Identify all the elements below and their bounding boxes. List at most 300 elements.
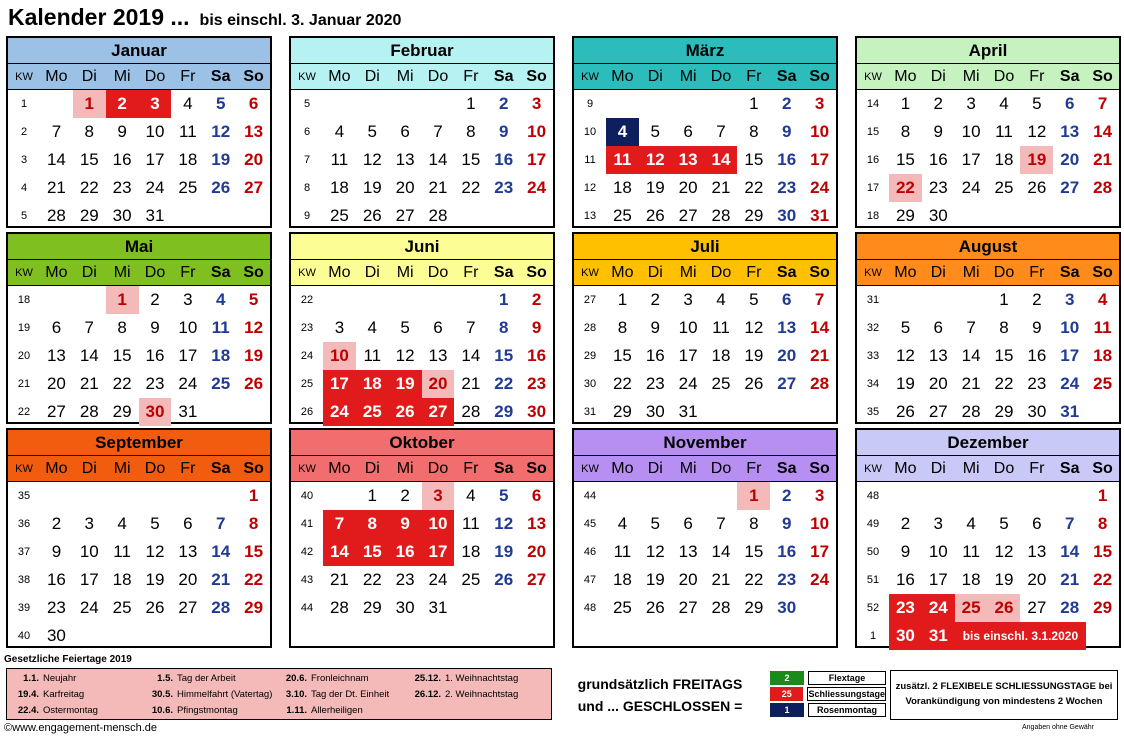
day-cell: 18 (178, 150, 198, 169)
key-swatch: 1 (770, 703, 804, 717)
month-august (855, 232, 1121, 424)
week-number: 2 (20, 126, 28, 138)
day-cell: 22 (889, 174, 922, 202)
week-row (857, 510, 1119, 538)
month-title: Februar (291, 38, 553, 64)
day-cell (988, 482, 1021, 510)
weekday-label: Do (427, 68, 449, 85)
week-row (574, 566, 836, 594)
week-number: 48 (866, 490, 880, 502)
day-cell: 5 (248, 290, 259, 309)
day-cell: 4 (606, 118, 639, 146)
weekday-header (857, 64, 1119, 90)
week-row (8, 118, 270, 146)
day-cell: 20 (928, 374, 948, 393)
day-cell: 11 (995, 122, 1013, 141)
week-number: 40 (17, 630, 31, 642)
week-row (291, 286, 553, 314)
day-cell: 29 (1093, 598, 1113, 617)
week-row (857, 90, 1119, 118)
day-cell: 19 (645, 570, 665, 589)
day-cell: 24 (810, 178, 830, 197)
week-row (8, 146, 270, 174)
day-cell (1086, 202, 1119, 230)
month-april (855, 36, 1121, 228)
day-cell: 26 (244, 374, 264, 393)
day-cell: 16 (46, 570, 66, 589)
kw-label: KW (298, 463, 316, 475)
kw-label: KW (15, 71, 33, 83)
day-cell: 13 (178, 542, 198, 561)
day-cell: 16 (645, 346, 665, 365)
week-row (857, 538, 1119, 566)
day-cell: 14 (810, 318, 830, 337)
day-cell: 17 (810, 150, 830, 169)
day-cell (672, 90, 705, 118)
day-cell: 14 (711, 542, 731, 561)
day-cell: 21 (810, 346, 830, 365)
day-cell: 27 (178, 598, 198, 617)
kw-label: KW (581, 71, 599, 83)
weekday-label: Sa (493, 68, 514, 85)
week-row (857, 146, 1119, 174)
day-cell: 18 (211, 346, 231, 365)
day-cell: 17 (422, 538, 455, 566)
week-row (574, 174, 836, 202)
day-cell: 23 (112, 178, 132, 197)
day-cell: 20 (777, 346, 797, 365)
day-cell (1086, 398, 1119, 426)
day-cell: 31 (1060, 402, 1080, 421)
day-cell: 14 (1060, 542, 1080, 561)
day-cell: 21 (79, 374, 99, 393)
week-row (574, 398, 836, 426)
day-cell: 15 (356, 538, 389, 566)
day-cell: 9 (1032, 318, 1042, 337)
day-cell: 20 (395, 178, 415, 197)
day-cell: 25 (994, 178, 1014, 197)
day-cell: 25 (612, 206, 632, 225)
month-november (572, 428, 838, 648)
day-cell: 16 (1027, 346, 1047, 365)
day-cell: 28 (711, 598, 731, 617)
day-cell: 13 (1027, 542, 1047, 561)
week-number: 24 (300, 350, 314, 362)
holiday-entry: 1.1. Neujahr (23, 673, 77, 684)
kw-label: KW (298, 267, 316, 279)
holiday-entry: 22.4. Ostermontag (17, 705, 98, 716)
weekday-header (574, 260, 836, 286)
day-cell: 13 (777, 318, 797, 337)
weekday-label: Mi (113, 460, 131, 477)
weekday-label: Do (144, 264, 166, 281)
day-cell: 27 (678, 206, 698, 225)
weekday-label: Do (427, 460, 449, 477)
day-cell: 17 (527, 150, 547, 169)
until-note: bis einschl. 3.1.2020 (955, 622, 1086, 650)
weekday-label: So (526, 460, 547, 477)
week-row (857, 286, 1119, 314)
key-label: Schliessungstage (808, 689, 885, 699)
weekday-label: Do (710, 460, 732, 477)
week-row (8, 342, 270, 370)
day-cell: 22 (744, 178, 764, 197)
week-number: 37 (17, 546, 31, 558)
month-title: März (574, 38, 836, 64)
day-cell: 21 (329, 570, 349, 589)
week-number: 13 (583, 210, 597, 222)
day-cell: 28 (329, 598, 349, 617)
day-cell: 26 (362, 206, 382, 225)
day-cell: 17 (928, 570, 948, 589)
day-cell: 3 (933, 514, 943, 533)
day-cell: 5 (150, 514, 160, 533)
day-cell: 8 (749, 514, 759, 533)
month-title: September (8, 430, 270, 456)
week-number: 30 (583, 378, 597, 390)
weekday-label: Sa (210, 68, 231, 85)
weekday-label: Sa (776, 460, 797, 477)
day-cell: 8 (498, 318, 509, 337)
day-cell: 25 (461, 570, 481, 589)
week-row (574, 370, 836, 398)
day-cell: 25 (711, 374, 731, 393)
month-title: Juni (291, 234, 553, 260)
week-number: 1 (20, 98, 28, 110)
day-cell: 27 (1060, 178, 1080, 197)
day-cell: 31 (810, 206, 830, 225)
kw-label: KW (864, 71, 882, 83)
weekday-label: Di (930, 68, 946, 85)
weekday-label: Mo (611, 460, 634, 477)
key-swatch: 2 (770, 671, 804, 685)
weekday-label: Mi (962, 68, 980, 85)
day-cell: 23 (777, 570, 797, 589)
weekday-label: Fr (1029, 264, 1045, 281)
day-cell: 10 (323, 342, 356, 370)
weekday-label: Sa (493, 460, 514, 477)
day-cell (737, 398, 770, 426)
day-cell: 28 (810, 374, 830, 393)
day-cell: 15 (744, 542, 764, 561)
day-cell (955, 202, 988, 230)
day-cell: 9 (498, 122, 509, 141)
weekday-label: Do (993, 68, 1015, 85)
day-cell: 23 (928, 178, 948, 197)
day-cell: 16 (928, 150, 948, 169)
day-cell (454, 594, 487, 622)
day-cell: 20 (178, 570, 198, 589)
weekday-label: Mi (113, 264, 131, 281)
weekday-label: So (243, 264, 264, 281)
day-cell: 11 (712, 318, 730, 337)
day-cell: 5 (999, 514, 1009, 533)
day-cell: 15 (244, 542, 264, 561)
flex-note-line-2: Vorankündigung von mindestens 2 Wochen (905, 696, 1103, 707)
weekday-label: So (1092, 460, 1113, 477)
day-cell: 23 (527, 374, 547, 393)
weekday-header (291, 64, 553, 90)
weekday-label: Sa (776, 264, 797, 281)
holiday-entry: 26.12. 2. Weihnachtstag (414, 689, 519, 700)
day-cell: 4 (334, 122, 345, 141)
day-cell: 20 (422, 370, 455, 398)
day-cell (422, 90, 455, 118)
day-cell: 8 (248, 514, 259, 533)
week-number: 36 (17, 518, 31, 530)
day-cell: 7 (716, 514, 726, 533)
day-cell (323, 90, 356, 118)
day-cell: 3 (422, 482, 455, 510)
week-number: 6 (303, 126, 311, 138)
week-number: 28 (583, 322, 597, 334)
day-cell: 7 (433, 122, 443, 141)
week-number: 3 (20, 154, 28, 166)
day-cell: 29 (895, 206, 915, 225)
week-row (291, 538, 553, 566)
day-cell (1020, 202, 1053, 230)
day-cell: 19 (145, 570, 165, 589)
day-cell: 15 (112, 346, 132, 365)
day-cell: 23 (645, 374, 665, 393)
day-cell: 10 (810, 514, 830, 533)
weekday-label: Fr (463, 68, 479, 85)
day-cell: 8 (617, 318, 628, 337)
key-label: Flextage (808, 671, 886, 685)
week-row (857, 314, 1119, 342)
week-row (8, 286, 270, 314)
weekday-label: Fr (463, 264, 479, 281)
day-cell: 20 (46, 374, 66, 393)
day-cell (520, 594, 553, 622)
weekday-header (8, 260, 270, 286)
day-cell: 8 (1097, 514, 1108, 533)
day-cell: 9 (117, 122, 127, 141)
day-cell: 15 (1093, 542, 1113, 561)
day-cell: 17 (323, 370, 356, 398)
day-cell: 5 (749, 290, 759, 309)
day-cell: 29 (494, 402, 514, 421)
holiday-heading: Gesetzliche Feiertage 2019 (4, 654, 132, 665)
day-cell: 22 (461, 178, 481, 197)
closed-line-1: grundsätzlich FREITAGS (577, 676, 743, 692)
day-cell: 27 (46, 402, 66, 421)
day-cell: 15 (461, 150, 481, 169)
week-number: 48 (583, 602, 597, 614)
day-cell: 1 (749, 94, 759, 113)
weekday-label: Di (647, 264, 663, 281)
day-cell: 5 (650, 514, 660, 533)
day-cell: 8 (466, 122, 476, 141)
day-cell: 10 (178, 318, 198, 337)
day-cell: 16 (389, 538, 422, 566)
weekday-label: Fr (1029, 460, 1045, 477)
day-cell: 7 (1064, 514, 1075, 533)
day-cell (237, 622, 270, 650)
day-cell (520, 202, 553, 230)
week-number: 40 (300, 490, 314, 502)
day-cell: 11 (962, 542, 980, 561)
day-cell: 30 (777, 598, 797, 617)
day-cell: 11 (211, 318, 230, 337)
weekday-label: Mo (45, 460, 68, 477)
day-cell (237, 398, 270, 426)
week-row (8, 510, 270, 538)
week-number: 19 (17, 322, 31, 334)
day-cell (204, 482, 237, 510)
day-cell (705, 482, 738, 510)
day-cell: 1 (106, 286, 139, 314)
day-cell: 11 (613, 542, 632, 561)
day-cell (139, 622, 172, 650)
week-number: 33 (866, 350, 880, 362)
day-cell: 23 (494, 178, 514, 197)
day-cell (955, 482, 988, 510)
day-cell: 3 (966, 94, 976, 113)
day-cell (955, 286, 988, 314)
kw-label: KW (581, 463, 599, 475)
week-row (8, 398, 270, 426)
day-cell: 24 (527, 178, 547, 197)
day-cell: 3 (1064, 290, 1075, 309)
day-cell: 3 (183, 290, 193, 309)
week-number: 22 (17, 406, 31, 418)
day-cell: 7 (716, 122, 726, 141)
day-cell: 24 (961, 178, 981, 197)
week-number: 1 (869, 630, 877, 642)
holiday-entry: 19.4. Karfreitag (17, 689, 85, 700)
closed-note (560, 670, 760, 720)
week-row (574, 482, 836, 510)
week-number: 15 (866, 126, 880, 138)
day-cell (389, 286, 422, 314)
day-cell: 30 (139, 398, 172, 426)
week-number: 8 (303, 182, 311, 194)
day-cell (323, 482, 356, 510)
day-cell: 20 (1027, 570, 1047, 589)
week-row (291, 90, 553, 118)
day-cell (803, 398, 836, 426)
month-juli (572, 232, 838, 424)
day-cell: 14 (1093, 122, 1113, 141)
week-row (291, 174, 553, 202)
weekday-label: Fr (746, 264, 762, 281)
day-cell: 14 (323, 538, 356, 566)
day-cell (487, 594, 520, 622)
week-row (8, 482, 270, 510)
day-cell: 26 (645, 206, 665, 225)
day-cell: 19 (494, 542, 514, 561)
day-cell: 2 (650, 290, 660, 309)
week-number: 35 (866, 406, 880, 418)
day-cell: 17 (145, 150, 165, 169)
holiday-entry: 1.5. Tag der Arbeit (157, 673, 236, 684)
day-cell: 27 (395, 206, 415, 225)
day-cell: 25 (112, 598, 132, 617)
day-cell (705, 398, 738, 426)
day-cell: 8 (356, 510, 389, 538)
weekday-label: Mi (679, 264, 697, 281)
week-row (291, 566, 553, 594)
day-cell: 16 (112, 150, 132, 169)
day-cell: 9 (933, 122, 943, 141)
day-cell: 24 (428, 570, 448, 589)
day-cell: 26 (895, 402, 915, 421)
page-title (8, 4, 401, 32)
day-cell: 6 (683, 122, 693, 141)
week-number: 46 (583, 546, 597, 558)
day-cell: 28 (79, 402, 99, 421)
day-cell (639, 482, 672, 510)
holiday-column (145, 671, 279, 719)
closed-line-2: und ... GESCHLOSSEN = (577, 698, 743, 714)
week-number: 43 (300, 574, 314, 586)
week-row (574, 118, 836, 146)
week-number: 4 (20, 182, 28, 194)
day-cell: 24 (678, 374, 698, 393)
day-cell: 2 (781, 486, 792, 505)
weekday-header (8, 64, 270, 90)
weekday-label: So (809, 68, 830, 85)
copyright[interactable]: ©www.engagement-mensch.de (4, 722, 158, 734)
day-cell: 13 (46, 346, 66, 365)
day-cell: 19 (895, 374, 915, 393)
weekday-label: Mo (45, 264, 68, 281)
day-cell: 14 (961, 346, 981, 365)
day-cell: 23 (889, 594, 922, 622)
week-number: 51 (866, 574, 880, 586)
day-cell: 10 (678, 318, 698, 337)
key-item (770, 686, 886, 702)
weekday-label: Fr (180, 68, 196, 85)
day-cell: 12 (994, 542, 1014, 561)
day-cell: 22 (612, 374, 632, 393)
day-cell: 18 (329, 178, 349, 197)
day-cell: 10 (928, 542, 948, 561)
day-cell: 13 (928, 346, 948, 365)
day-cell: 30 (645, 402, 665, 421)
week-row (857, 482, 1119, 510)
day-cell: 24 (1060, 374, 1080, 393)
day-cell: 29 (244, 598, 264, 617)
week-number: 21 (17, 378, 31, 390)
day-cell: 20 (1060, 150, 1080, 169)
day-cell: 10 (810, 122, 830, 141)
holiday-column (279, 671, 413, 719)
week-row (291, 202, 553, 230)
weekday-label: Fr (180, 264, 196, 281)
month-title: Januar (8, 38, 270, 64)
day-cell: 31 (145, 206, 165, 225)
day-cell: 2 (531, 290, 542, 309)
day-cell: 9 (51, 542, 62, 561)
key-swatch: 25 (770, 687, 803, 701)
weekday-header (291, 456, 553, 482)
day-cell: 2 (51, 514, 62, 533)
week-row (857, 174, 1119, 202)
day-cell (422, 286, 455, 314)
day-cell: 28 (1060, 598, 1080, 617)
week-number: 50 (866, 546, 880, 558)
day-cell: 9 (650, 318, 660, 337)
day-cell: 15 (79, 150, 99, 169)
day-cell: 14 (705, 146, 738, 174)
weekday-label: So (243, 460, 264, 477)
week-number: 16 (866, 154, 880, 166)
week-row (8, 566, 270, 594)
day-cell: 24 (323, 398, 356, 426)
day-cell: 11 (462, 514, 480, 533)
